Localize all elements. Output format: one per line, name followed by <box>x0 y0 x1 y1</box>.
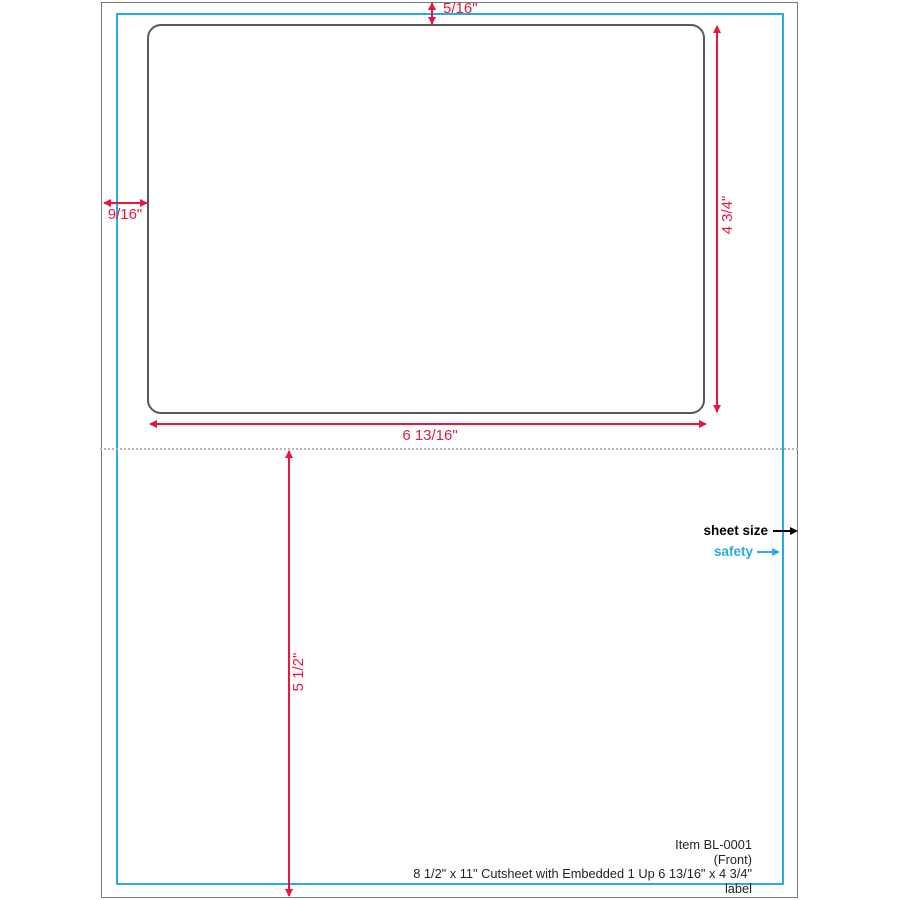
perforation-line <box>100 448 798 450</box>
left-margin-arrow <box>104 202 147 204</box>
label-width-dimension: 6 13/16" <box>402 427 458 444</box>
safety-arrow <box>757 551 773 553</box>
label-outline <box>147 24 705 414</box>
sheet-size-callout: sheet size <box>703 523 768 538</box>
sheet-size-arrow <box>773 530 791 532</box>
top-margin-arrow <box>431 3 433 24</box>
sheet-description: 8 1/2" x 11" Cutsheet with Embedded 1 Up 6 13/16" x 4 3/4" label <box>413 866 752 896</box>
safety-callout: safety <box>713 544 753 559</box>
bottom-height-dimension: 5 1/2" <box>290 652 307 692</box>
side-label: (Front) <box>713 851 752 867</box>
footer-text <box>400 838 752 896</box>
item-number: Item BL-0001 <box>675 837 752 852</box>
label-height-dimension: 4 3/4" <box>719 195 736 235</box>
label-height-arrow <box>716 26 718 412</box>
top-margin-dimension: 5/16" <box>443 0 478 17</box>
label-width-arrow <box>150 423 706 425</box>
left-margin-dimension: 9/16" <box>107 206 143 223</box>
